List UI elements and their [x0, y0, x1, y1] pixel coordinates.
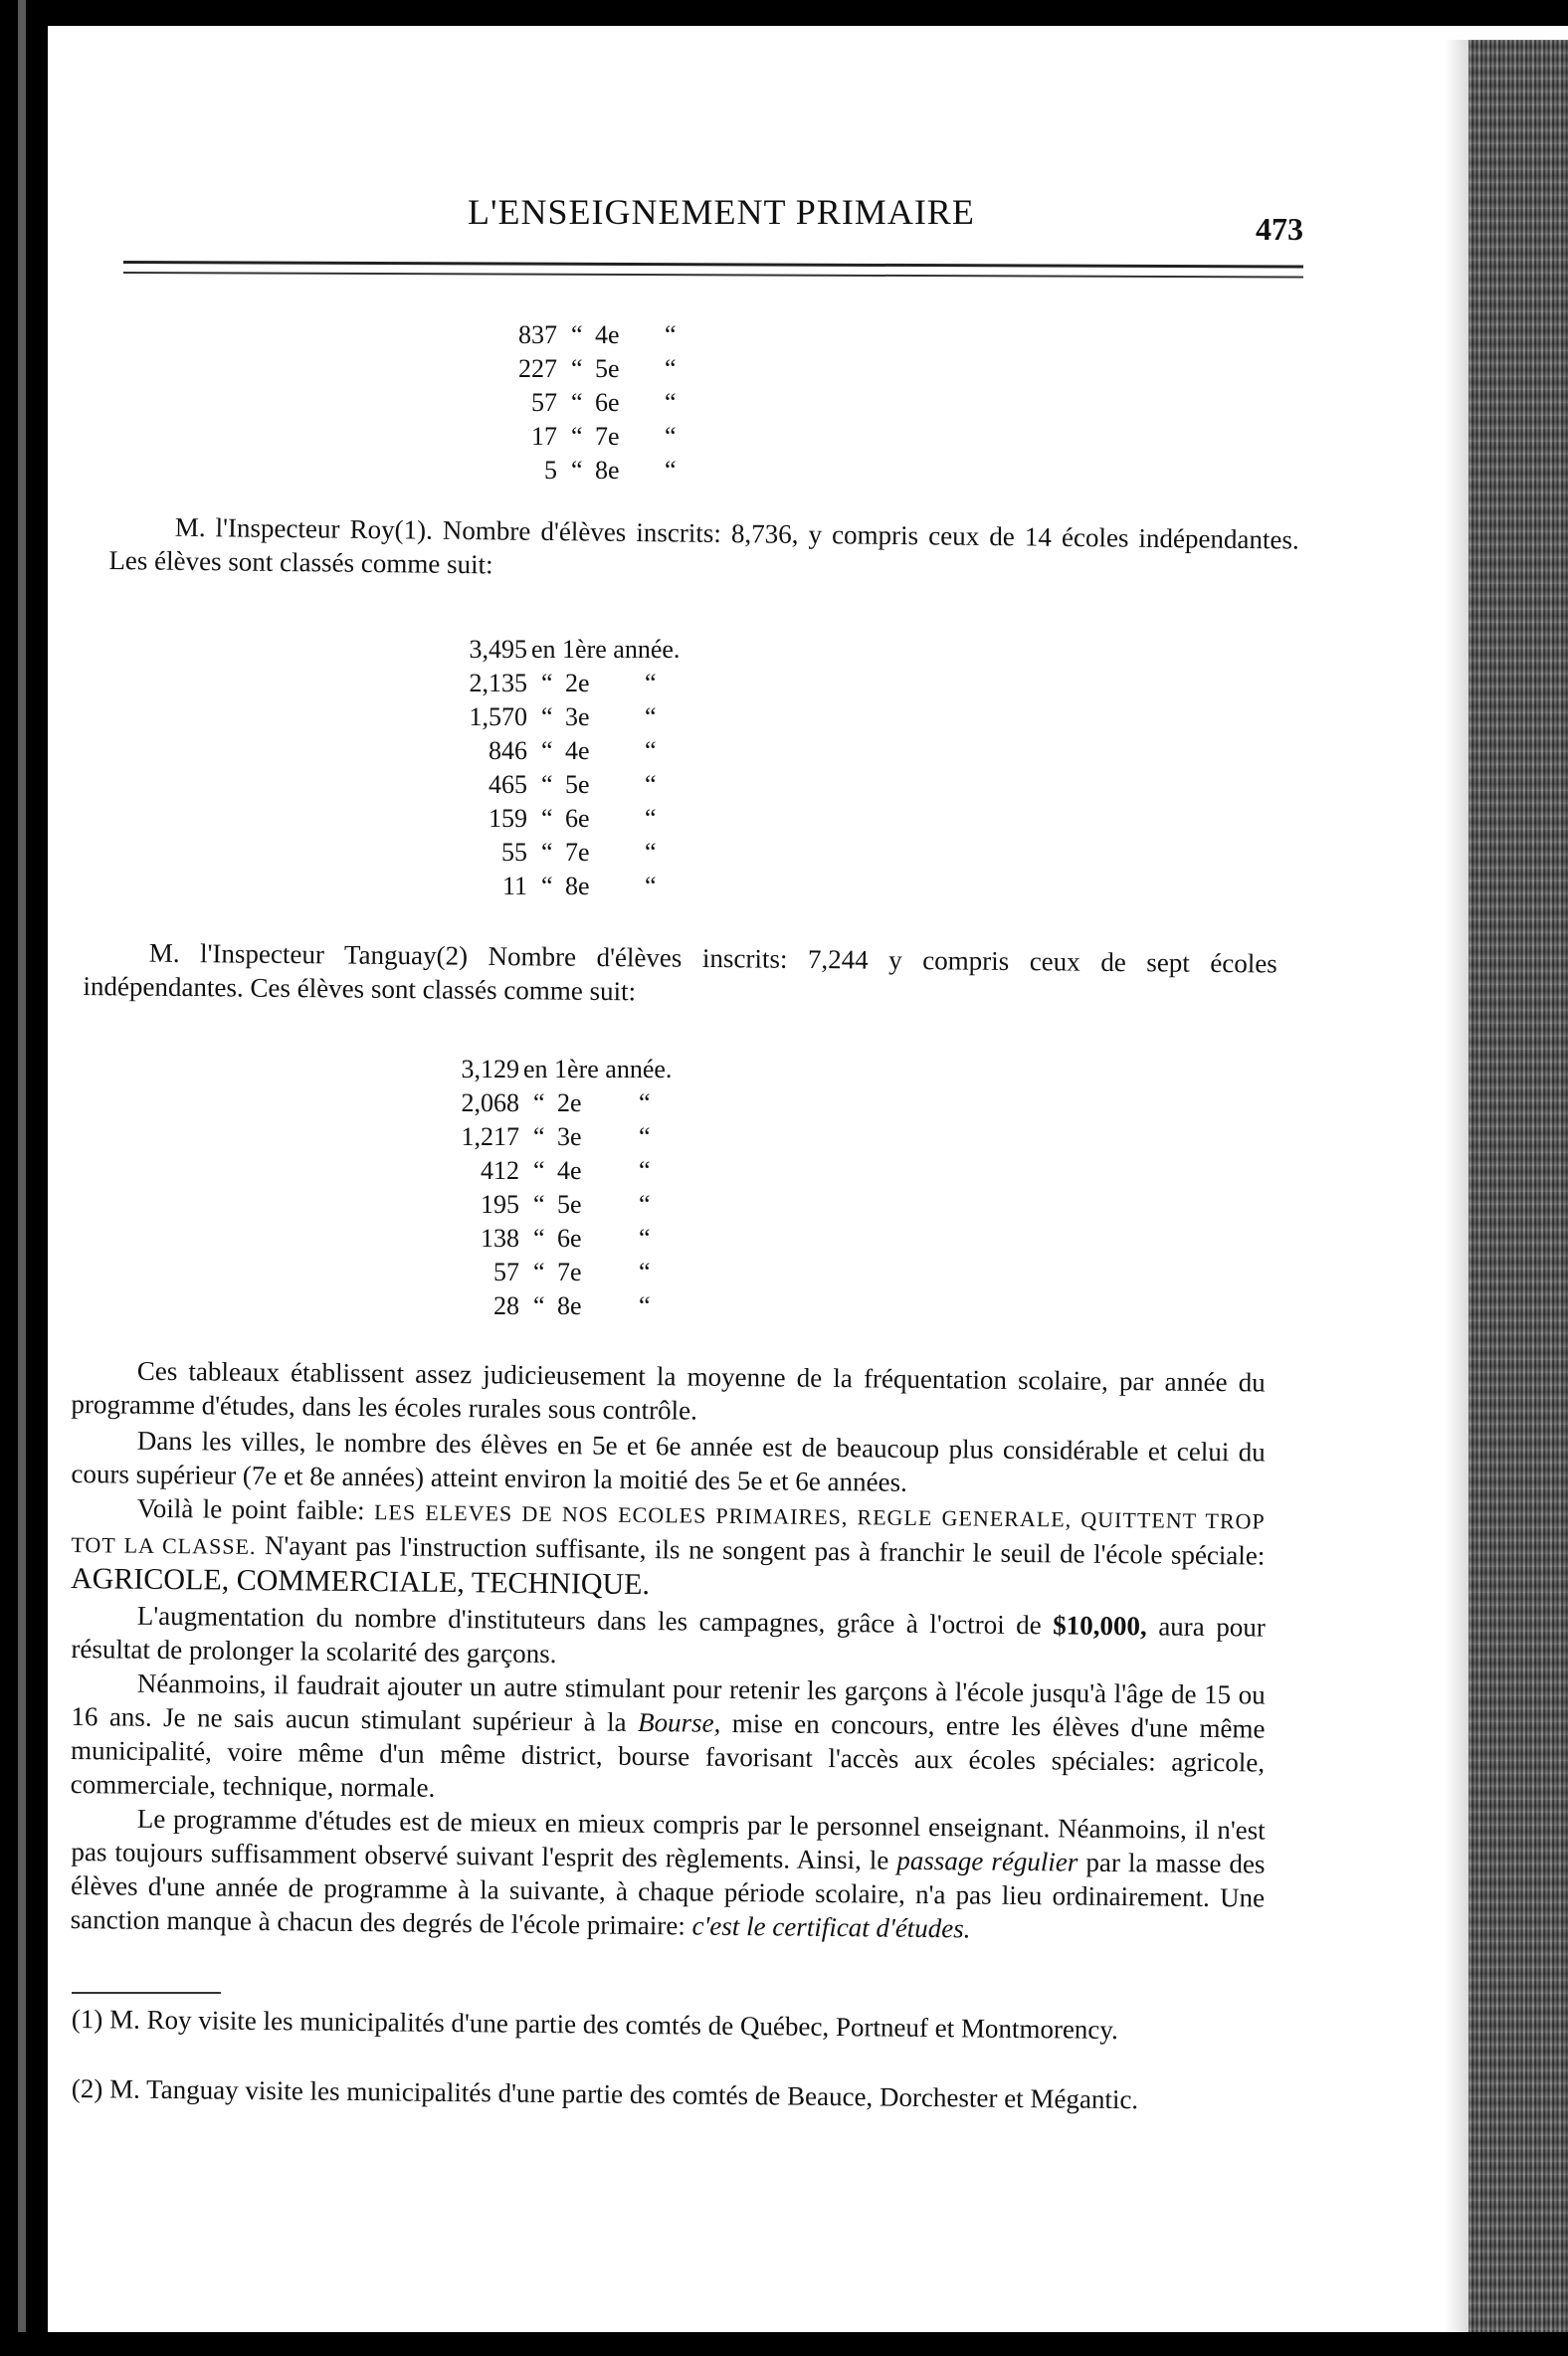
pupil-count: 2,135 — [469, 669, 527, 697]
table-row — [452, 870, 750, 903]
body-paragraph-6 — [71, 1801, 1266, 1949]
grade-table-continued — [468, 318, 726, 488]
ditto-mark: “ — [541, 770, 553, 799]
pupil-count: 465 — [489, 770, 527, 799]
pupil-count: 227 — [518, 354, 557, 383]
ditto-mark: “ — [665, 388, 677, 417]
ditto-mark: “ — [665, 320, 677, 349]
ditto-mark: “ — [645, 838, 657, 867]
header-rule — [123, 261, 1303, 269]
footnote-mark: (1) — [71, 2003, 103, 2035]
ditto-mark: “ — [541, 702, 553, 731]
pupil-count: 1,217 — [461, 1122, 519, 1151]
scan-bottom-border — [0, 2332, 1568, 2356]
grade-label: 5e — [595, 354, 620, 383]
ditto-mark: “ — [533, 1258, 545, 1286]
pupil-count: 3,129 — [461, 1055, 519, 1083]
table-row — [444, 1154, 742, 1188]
table-row — [468, 386, 726, 420]
grade-table-tanguay — [444, 1053, 742, 1323]
grade-label: 4e — [565, 736, 590, 765]
table-row — [468, 352, 726, 386]
ditto-mark: “ — [571, 456, 583, 485]
page-number: 473 — [1256, 211, 1303, 247]
grade-label: 6e — [557, 1224, 582, 1253]
paragraph-text: mise en concours, entre les élèves d'une même municipalité, voire même d'un même district, bourse favorisant l'accès aux écoles spéciales: agricole, commerciale, technique, normale. — [70, 1707, 1266, 1803]
pupil-count: 837 — [518, 320, 557, 349]
footnote-2 — [72, 2071, 1262, 2118]
pupil-count: 195 — [481, 1190, 519, 1219]
ditto-mark: “ — [665, 422, 677, 451]
body-paragraph-4 — [71, 1598, 1266, 1678]
pupil-count: 5 — [544, 456, 557, 485]
body-paragraph-1 — [71, 1353, 1266, 1434]
running-title: L'ENSEIGNEMENT PRIMAIRE — [468, 192, 975, 232]
grade-label: 5e — [557, 1190, 582, 1219]
ditto-mark: “ — [665, 354, 677, 383]
ditto-mark: “ — [645, 669, 657, 697]
table-row — [452, 633, 750, 667]
grade-label: 2e — [557, 1088, 582, 1117]
paragraph-text: Ces tableaux établissent assez judicieusement la moyenne de la fréquentation scolaire, par année du programme d'études, dans les écoles rurales sous contrôle. — [71, 1355, 1266, 1426]
ditto-mark: “ — [639, 1258, 651, 1286]
ditto-mark: “ — [639, 1122, 651, 1151]
ditto-mark: “ — [571, 422, 583, 451]
ditto-mark: “ — [645, 872, 657, 900]
emphasis-italic: Bourse, — [637, 1706, 721, 1738]
ditto-mark: “ — [533, 1088, 545, 1117]
pupil-count: 55 — [501, 838, 527, 867]
footnote-text: M. Tanguay visite les municipalités d'une partie des comtés de Beauce, Dorchester et Mégantic. — [108, 2073, 1139, 2115]
emphasis-uppercase: AGRICOLE, COMMERCIALE, TECHNIQUE. — [70, 1561, 651, 1602]
pupil-count: 412 — [481, 1156, 519, 1185]
body-paragraph-3 — [71, 1490, 1266, 1609]
header-rule-thin — [123, 272, 1303, 279]
grade-label: 7e — [557, 1258, 582, 1286]
body-paragraph-5 — [71, 1666, 1266, 1814]
ditto-mark: “ — [571, 388, 583, 417]
table-row — [444, 1256, 742, 1289]
table-row — [444, 1289, 742, 1323]
pupil-count: 3,495 — [469, 635, 527, 664]
page-edge-gutter — [1445, 40, 1470, 2356]
table-row — [452, 836, 750, 870]
grade-label: 4e — [595, 320, 620, 349]
table-row — [444, 1222, 742, 1256]
footnote-rule — [72, 1992, 221, 1994]
paragraph-text: aura pour résultat de prolonger la scolarité des garçons. — [71, 1611, 1266, 1669]
table-row — [468, 318, 726, 352]
grade-label: 8e — [557, 1291, 582, 1320]
grade-label: 6e — [565, 804, 590, 833]
pupil-count: 846 — [489, 736, 527, 765]
ditto-mark: “ — [639, 1088, 651, 1117]
table-row — [468, 454, 726, 488]
grade-label: 4e — [557, 1156, 582, 1185]
ditto-mark: “ — [533, 1190, 545, 1219]
grade-label: 3e — [565, 702, 590, 731]
ditto-mark: “ — [541, 736, 553, 765]
grade-label: en 1ère année. — [531, 635, 681, 664]
table-row — [444, 1188, 742, 1222]
ditto-mark: “ — [541, 872, 553, 900]
book-page-edges-shade — [1469, 40, 1568, 2356]
grade-label: 6e — [595, 388, 620, 417]
table-row — [452, 700, 750, 734]
ditto-mark: “ — [665, 456, 677, 485]
table-row — [468, 420, 726, 454]
table-row — [444, 1086, 742, 1120]
ditto-mark: “ — [533, 1122, 545, 1151]
ditto-mark: “ — [639, 1291, 651, 1320]
pupil-count: 11 — [501, 872, 527, 900]
grade-label: 7e — [595, 422, 620, 451]
paragraph-text: Le programme d'études est de mieux en mieux compris par le personnel enseignant. Néanmoins, il n'est pas toujours suffisamment observé suivant l'esprit des règlements. Ainsi, le — [71, 1803, 1266, 1875]
pupil-count: 138 — [481, 1224, 519, 1253]
inspector-tanguay-paragraph — [83, 935, 1277, 1015]
ditto-mark: “ — [533, 1291, 545, 1320]
ditto-mark: “ — [645, 804, 657, 833]
table-row — [452, 667, 750, 700]
paragraph-text: L'augmentation du nombre d'instituteurs dans les campagnes, grâce à l'octroi de — [136, 1600, 1042, 1641]
ditto-mark: “ — [639, 1190, 651, 1219]
amount-bold: $10,000, — [1053, 1610, 1147, 1642]
table-row — [444, 1053, 742, 1086]
pupil-count: 57 — [531, 388, 557, 417]
grade-table-roy — [452, 633, 750, 903]
paragraph-text: par la masse des élèves d'une année de programme à la suivante, à chaque période scolaire, n'a pas lieu ordinairement. Une sanction manque à chacun des degrés de l'école primaire: — [70, 1847, 1266, 1941]
pupil-count: 57 — [493, 1258, 519, 1286]
emphasis-small-caps: LES ELEVES DE NOS ECOLES PRIMAIRES, REGLE GENERALE, QUITTENT TROP TOT LA CLASSE. — [71, 1499, 1266, 1559]
footnote-1 — [72, 2002, 1262, 2049]
scan-left-border-inner — [18, 0, 26, 2356]
ditto-mark: “ — [571, 354, 583, 383]
paragraph-text: M. l'Inspecteur Tanguay(2) Nombre d'élèves inscrits: 7,244 y compris ceux de sept écoles indépendantes. Ces élèves sont classés comme suit: — [83, 937, 1277, 1007]
grade-label: 3e — [557, 1122, 582, 1151]
ditto-mark: “ — [541, 838, 553, 867]
paragraph-text: Voilà le point faible: — [136, 1492, 365, 1526]
ditto-mark: “ — [645, 770, 657, 799]
grade-label: 5e — [565, 770, 590, 799]
scan-top-border — [0, 0, 1568, 26]
pupil-count: 1,570 — [469, 702, 527, 731]
emphasis-italic: passage régulier — [896, 1845, 1078, 1877]
body-paragraph-2 — [71, 1423, 1266, 1503]
table-row — [452, 802, 750, 836]
emphasis-italic: c'est le certificat d'études. — [691, 1910, 971, 1944]
ditto-mark: “ — [645, 736, 657, 765]
table-row — [452, 768, 750, 802]
ditto-mark: “ — [541, 804, 553, 833]
paragraph-text: N'ayant pas l'instruction suffisante, ils ne songent pas à franchir le seuil de l'école spéciale: — [264, 1530, 1266, 1571]
footnote-text: M. Roy visite les municipalités d'une partie des comtés de Québec, Portneuf et Montmorency. — [108, 2004, 1119, 2046]
paragraph-text: Néanmoins, il faudrait ajouter un autre stimulant pour retenir les garçons à l'école jusqu'à l'âge de 15 ou 16 ans. Je ne sais aucun stimulant supérieur à la — [71, 1668, 1266, 1737]
ditto-mark: “ — [571, 320, 583, 349]
ditto-mark: “ — [639, 1224, 651, 1253]
pupil-count: 159 — [489, 804, 527, 833]
ditto-mark: “ — [639, 1156, 651, 1185]
ditto-mark: “ — [533, 1224, 545, 1253]
grade-label: 8e — [565, 872, 590, 900]
pupil-count: 2,068 — [461, 1088, 519, 1117]
footnote-mark: (2) — [71, 2073, 103, 2104]
table-row — [452, 734, 750, 768]
paragraph-text: M. l'Inspecteur Roy(1). Nombre d'élèves inscrits: 8,736, y compris ceux de 14 écoles indépendantes. Les élèves sont classés comme suit: — [108, 511, 1299, 580]
scan-left-border — [0, 0, 48, 2356]
ditto-mark: “ — [533, 1156, 545, 1185]
grade-label: 7e — [565, 838, 590, 867]
ditto-mark: “ — [541, 669, 553, 697]
grade-label: 2e — [565, 669, 590, 697]
paragraph-text: Dans les villes, le nombre des élèves en 5e et 6e année est de beaucoup plus considérable et celui du cours supérieur (7e et 8e années) atteint environ la moitié des 5e et 6e années. — [71, 1425, 1266, 1497]
grade-label: 8e — [595, 456, 620, 485]
table-row — [444, 1120, 742, 1154]
pupil-count: 28 — [493, 1291, 519, 1320]
pupil-count: 17 — [531, 422, 557, 451]
grade-label: en 1ère année. — [523, 1055, 673, 1083]
ditto-mark: “ — [645, 702, 657, 731]
inspector-roy-paragraph — [108, 509, 1299, 591]
